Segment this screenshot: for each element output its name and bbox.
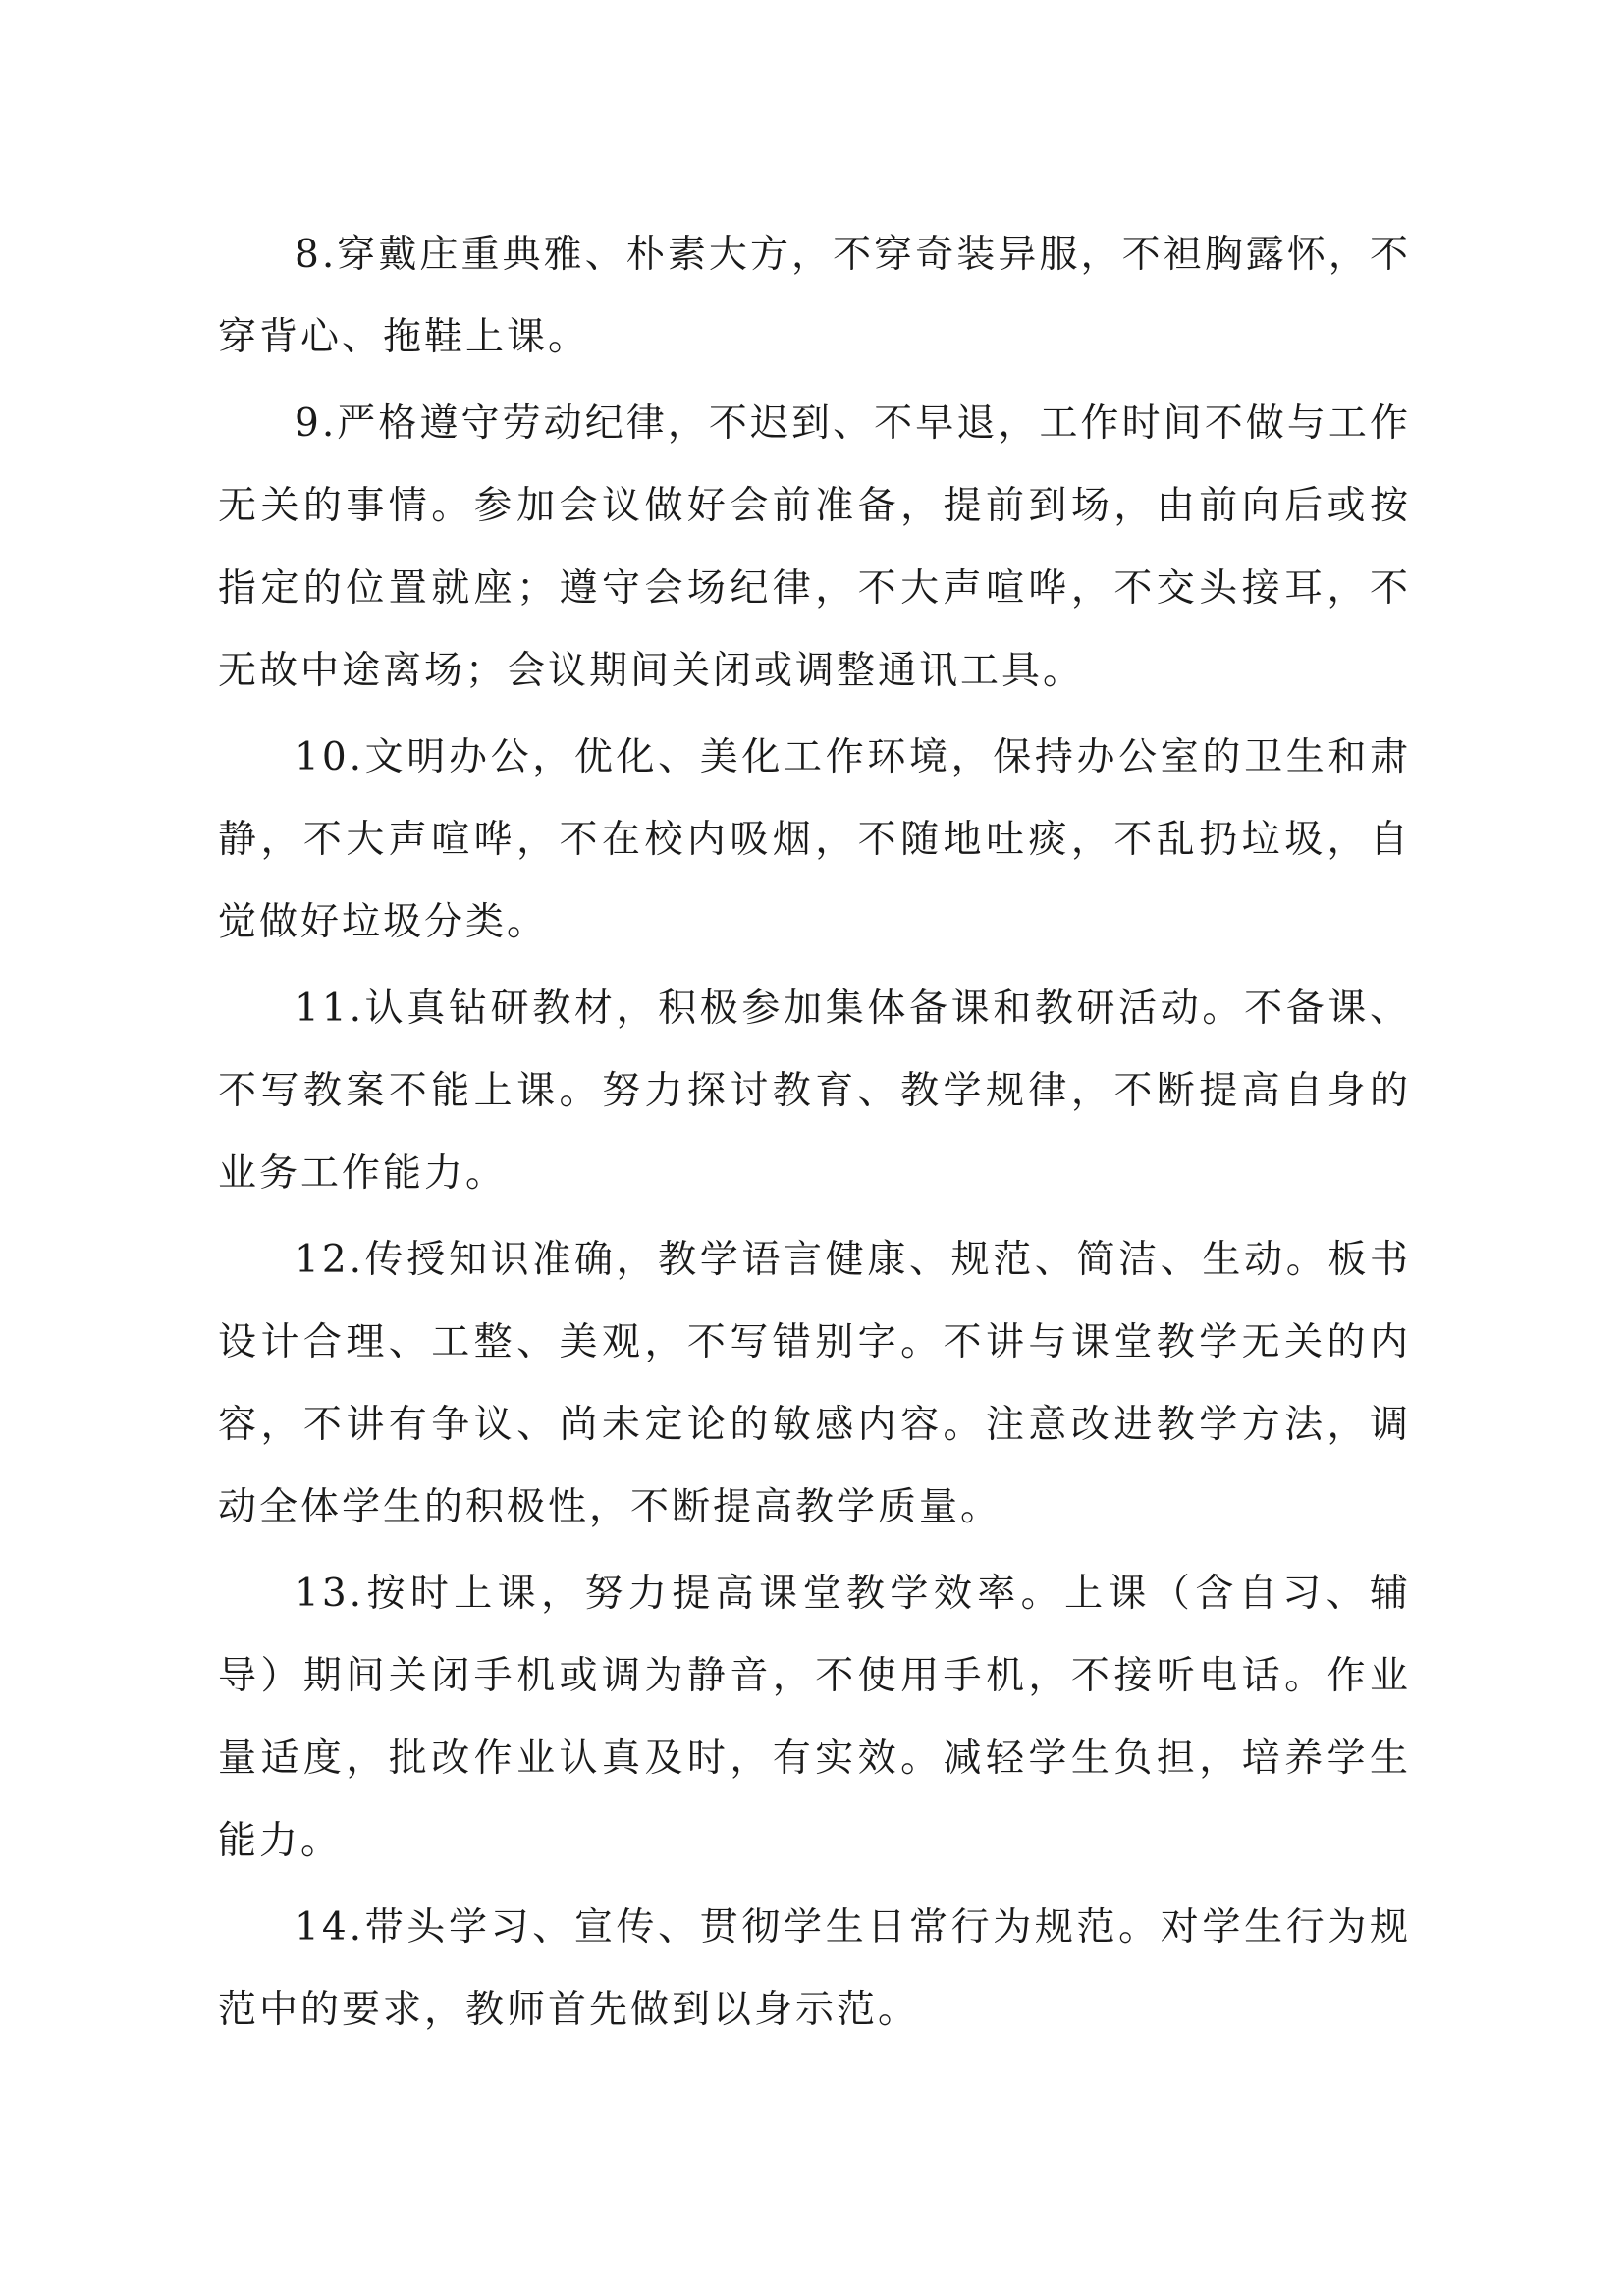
paragraph-item-9: 9.严格遵守劳动纪律，不迟到、不早退，工作时间不做与工作无关的事情。参加会议做好会前准备，提前到场，由前向后或按指定的位置就座；遵守会场纪律，不大声喧哗，不交头接耳，不无故中途离场；会议期间关闭或调整通讯工具。 bbox=[218, 401, 1411, 693]
paragraph-item-13: 13.按时上课，努力提高课堂教学效率。上课（含自习、辅导）期间关闭手机或调为静音，不使用手机，不接听电话。作业量适度，批改作业认真及时，有实效。减轻学生负担，培养学生能力。 bbox=[218, 1572, 1411, 1863]
paragraph-item-12: 12.传授知识准确，教学语言健康、规范、简洁、生动。板书设计合理、工整、美观，不写错别字。不讲与课堂教学无关的内容，不讲有争议、尚未定论的敏感内容。注意改进教学方法，调动全体学生的积极性，不断提高教学质量。 bbox=[218, 1238, 1411, 1529]
paragraph-item-10: 10.文明办公，优化、美化工作环境，保持办公室的卫生和肃静，不大声喧哗，不在校内吸烟，不随地吐痰，不乱扔垃圾，自觉做好垃圾分类。 bbox=[218, 735, 1411, 944]
paragraph-item-8: 8.穿戴庄重典雅、朴素大方，不穿奇装异服，不袒胸露怀，不穿背心、拖鞋上课。 bbox=[218, 233, 1411, 359]
document-body bbox=[218, 214, 1411, 2056]
paragraph-item-14: 14.带头学习、宣传、贯彻学生日常行为规范。对学生行为规范中的要求，教师首先做到以身示范。 bbox=[218, 1905, 1411, 2032]
paragraph-item-11: 11.认真钻研教材，积极参加集体备课和教研活动。不备课、不写教案不能上课。努力探讨教育、教学规律，不断提高自身的业务工作能力。 bbox=[218, 987, 1411, 1196]
